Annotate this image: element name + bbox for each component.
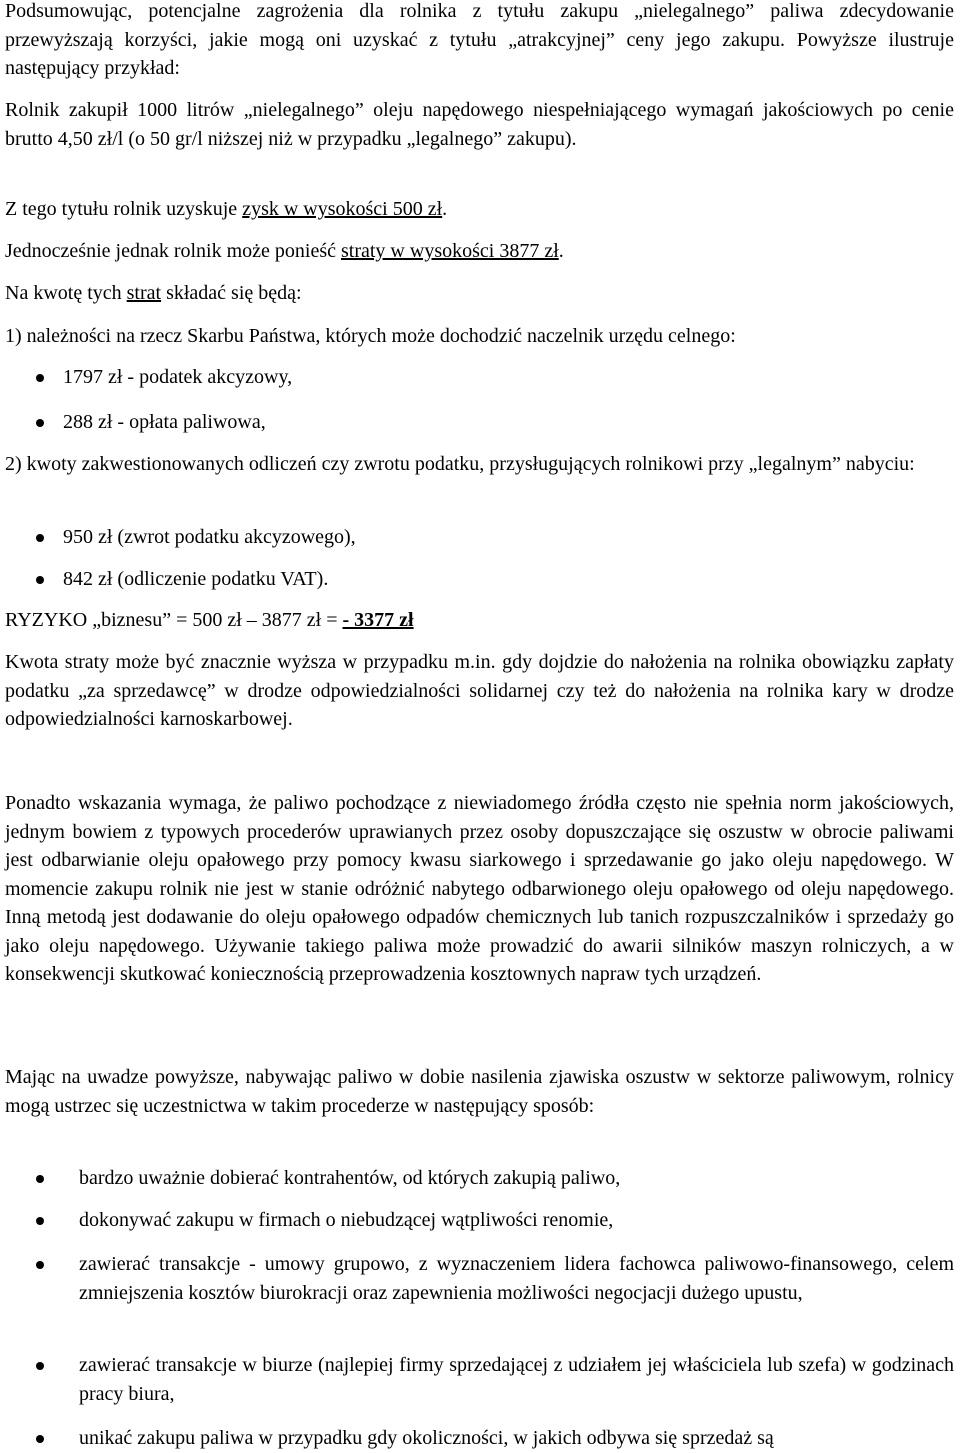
majac-paragraph: Mając na uwadze powyższe, nabywając paliwo w dobie nasilenia zjawiska oszustw w sektorze paliwowym, rolnicy mogą ustrzec się uczestnictwa w takim procederze w następujący sposób: — [5, 1066, 954, 1117]
bullet-icon — [36, 534, 44, 542]
advice-bullet-5: unikać zakupu paliwa w przypadku gdy okoliczności, w jakich odbywa się sprzedaż są — [79, 1427, 774, 1449]
profit-line: Z tego tytułu rolnik uzyskuje zysk w wysokości 500 zł. — [5, 198, 448, 220]
example-paragraph: Rolnik zakupił 1000 litrów „nielegalnego” oleju napędowego niespełniającego wymagań jakościowych po cenie brutto 4,50 zł/l (o 50 gr/l niższej niż w przypadku „legalnego” zakupu). — [5, 99, 954, 150]
kwota-paragraph: Kwota straty może być znacznie wyższa w przypadku m.in. gdy dojdzie do nałożenia na rolnika obowiązku zapłaty podatku „za sprzedawcę” w drodze odpowiedzialności solidarnej czy też do nałożenia na rolnika kary w drodze odpowiedzialności karnoskarbowej. — [5, 651, 954, 730]
item1-heading: 1) należności na rzecz Skarbu Państwa, których może dochodzić naczelnik urzędu celnego: — [5, 325, 736, 347]
item2-bullet-vat: 842 zł (odliczenie podatku VAT). — [63, 568, 329, 590]
item1-bullet-excise: 1797 zł - podatek akcyzowy, — [63, 366, 293, 388]
loss-parts-line: Na kwotę tych strat składać się będą: — [5, 282, 302, 304]
bullet-icon — [36, 1175, 44, 1183]
bullet-icon — [36, 1435, 44, 1443]
loss-text: Jednocześnie jednak rolnik może ponieść — [5, 240, 341, 262]
loss-parts-keyword: strat — [126, 282, 162, 304]
advice-bullet-4: zawierać transakcje w biurze (najlepiej firmy sprzedającej z udziałem jej właściciela lub szefa) w godzinach pracy biura, — [79, 1354, 954, 1405]
profit-amount: zysk w wysokości 500 zł — [242, 198, 443, 220]
bullet-icon — [36, 576, 44, 584]
profit-text: Z tego tytułu rolnik uzyskuje — [5, 198, 243, 220]
item1-bullet-fuel-fee: 288 zł - opłata paliwowa, — [63, 411, 266, 433]
loss-amount: straty w wysokości 3877 zł — [341, 240, 559, 262]
bullet-icon — [36, 374, 44, 382]
advice-bullet-3: zawierać transakcje - umowy grupowo, z wyznaczeniem lidera fachowca paliwowo-finansowego, celem zmniejszenia kosztów biurokracji oraz zapewnienia możliwości negocjacji dużego upustu, — [79, 1253, 954, 1304]
bullet-icon — [36, 1261, 44, 1269]
risk-result: - 3377 zł — [342, 609, 414, 631]
ponadto-paragraph: Ponadto wskazania wymaga, że paliwo pochodzące z niewiadomego źródła często nie spełnia norm jakościowych, jednym bowiem z typowych procederów uprawianych przez osoby dopuszczające się oszustw w obrocie paliwami jest odbarwianie oleju opałowego przy pomocy kwasu siarkowego i sprzedawanie go jako oleju napędowego. W momencie zakupu rolnik nie jest w stanie odróżnić nabytego odbarwionego oleju opałowego od oleju napędowego. Inną metodą jest dodawanie do oleju opałowego odpadów chemicznych lub tanich rozpuszczalników i sprzedaży go jako oleju napędowego. Używanie takiego paliwa może prowadzić do awarii silników maszyn rolniczych, a w konsekwencji skutkować koniecznością przeprowadzenia kosztownych napraw tych urządzeń. — [5, 792, 954, 985]
loss-line: Jednocześnie jednak rolnik może ponieść straty w wysokości 3877 zł. — [5, 240, 564, 262]
item2-heading: 2) kwoty zakwestionowanych odliczeń czy zwrotu podatku, przysługujących rolnikowi przy „legalnym” nabyciu: — [5, 453, 915, 475]
bullet-icon — [36, 419, 44, 427]
advice-bullet-1: bardzo uważnie dobierać kontrahentów, od których zakupią paliwo, — [79, 1167, 621, 1189]
advice-bullet-2: dokonywać zakupu w firmach o niebudzącej wątpliwości renomie, — [79, 1209, 614, 1231]
intro-paragraph: Podsumowując, potencjalne zagrożenia dla rolnika z tytułu zakupu „nielegalnego” paliwa zdecydowanie przewyższają korzyści, jakie mogą oni uzyskać z tytułu „atrakcyjnej” ceny jego zakupu. Powyższe ilustruje następujący przykład: — [5, 0, 954, 79]
bullet-icon — [36, 1217, 44, 1225]
risk-line — [5, 606, 954, 635]
bullet-icon — [36, 1362, 44, 1370]
item2-bullet-excise-refund: 950 zł (zwrot podatku akcyzowego), — [63, 526, 356, 548]
risk-formula: RYZYKO „biznesu” = 500 zł – 3877 zł = — [5, 609, 343, 631]
